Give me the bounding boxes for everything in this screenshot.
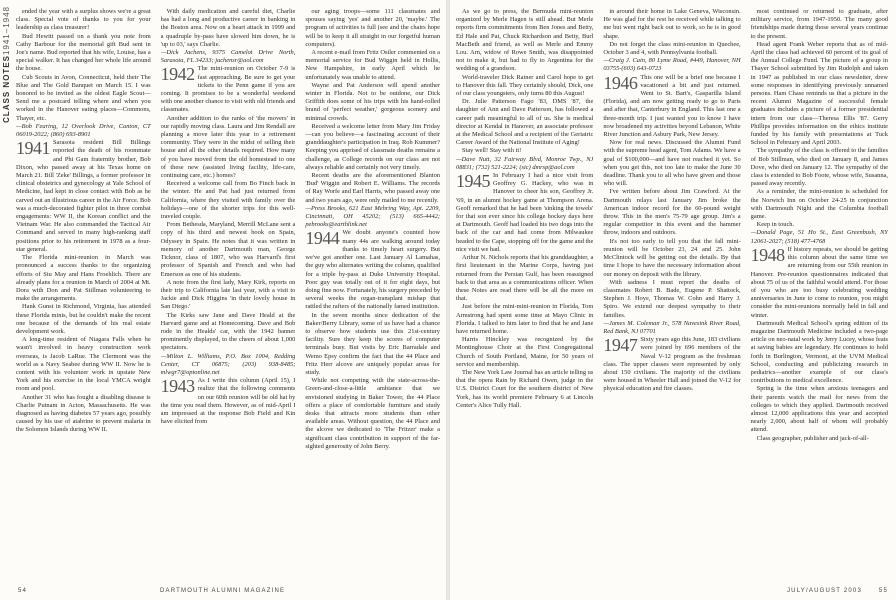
paragraph: The New York Law Journal has an article telling us that the opera Rain by Richard Owen, judge in the U.S. District Court for the southern district of New York, has its world premiere February 6 at Lincoln Center's Alice Tully Hall. <box>456 368 594 409</box>
magazine-name: DARTMOUTH ALUMNI MAGAZINE <box>160 588 286 594</box>
paragraph: As a reminder, the mini-reunion is scheduled for the Norwich Inn on October 24-25 in conjunction with Dartmouth Night and the Columbia football game. <box>750 188 888 221</box>
left-columns <box>16 8 440 580</box>
paragraph: A recent e-mail from Fritz Ostler commented on a memorial service for Bud Wiggin held in Hollis, New Hampshire, in early April which he unfortunately was unable to attend. <box>305 49 441 81</box>
class-year-heading: 1942 <box>160 64 195 85</box>
paragraph: Arthur N. Nichols reports that his granddaughter, a first lieutenant in the Marine Corps, having just returned from the Persian Gulf, has been reassigned back to that area as a communications officer. When these Notes are read there will be all the more on that. <box>456 254 594 303</box>
paragraph: Now for real news. Discussed the Alumni Fund with the supreme head agent, Tom Adams. We have a goal of $100,000—and have not reached it yet. So when you get this, not too late to make the June 30 deadline. Thank you to all who have given and those who will. <box>603 139 741 188</box>
paragraph: World-traveler Dick Rainer and Carol hope to get to Hanover this fall. They certainly should, Dick, one of our class youngsters, only turns 80 this August! <box>456 73 594 98</box>
class-year-heading: 1943 <box>160 376 195 397</box>
paragraph: Dartmouth Medical School's spring edition of its magazine Dartmouth Medicine included a two-page article on neo-natal work by Jerry Lucey, whose feats at saving babies are legendary. He continues to hold forth in Burlington, Vermont, at the UVM Medical School, conducting and publicizing research in pediatrics—another example of our class's contributions to medical excellence. <box>750 319 888 385</box>
paragraph: —Dick Jachens, 9375 Camelot Drive North, Sarasota, FL 34233; jachensr@aol.com <box>160 49 296 65</box>
paragraph: Hank Gunst in Richmond, Virginia, has attended these Florida minis, but he couldn't make the recent one because of the demands of his real estate development work. <box>16 303 151 335</box>
paragraph: A note from the first lady, Mary Kirk, reports on their trip to California late last year, with a visit to Jackie and Dick Higgins 'in their lovely house in San Diego.' <box>160 278 296 311</box>
paragraph: 1941 Sarasota resident Bill Billings reported the death of his roommate and Phi Gam fraternity brother, Bob Dixon, who passed away at his Texas home on March 21. Bill 'Zeke' Billings, a former professor in clinical obstetrics and gynecology at Yale School of Medicine, had kept in close contact with Bob as he carved out an illustrious career in the Air Force. Bob was a much-decorated fighter pilot in three combat engagements: WW II, the Korean conflict and the Vietnam War. He also commanded the Tactical Air Command and served in many high-ranking staff positions prior to his retirement in 1978 as a four-star general. <box>16 138 151 253</box>
paragraph: Recent deaths are the aforementioned Blanton 'Bud' Wiggin and Robert E. Williams. The records of Ray Worfe and Earl Harris, who passed away one and two years ago, were only mailed to me recently. <box>305 172 441 204</box>
paragraph: While not competing with the state-across-the-Green-and-close-a-little ambiance that we envisioned studying in Baker Tower, the 44 Place offers a place of comfortable furniture and study desks that attracts more students than other available areas. Without question, the 44 Place and the alcove we dedicated to 'The Fritzer' make a significant class contribution in support of the far-sighted generosity of John Berry. <box>305 377 441 450</box>
column-5 <box>603 8 740 580</box>
right-page <box>450 0 896 600</box>
paragraph: The Florida mini-reunion in March was pronounced a success thanks to the organizing efforts of Stu May and Hans Froehlich. There are already plans for a reunion in March of 2004 at Mt. Dora with Don and Pat Stillman volunteering to make the arrangements. <box>16 254 151 303</box>
right-columns <box>456 8 888 580</box>
paragraph: Dr. Julie Patterson Fago '83, DMS '87, the daughter of Ann and Dave Patterson, has followed a career path meaningful to all of us. She is medical director at Kendal in Hanover, an associate professor at the Medical School and a recipient of the Geriatric Career Award of the National Institute of Aging! <box>456 98 594 147</box>
paragraph: 1947 Sixty years ago this June, 183 civilians were joined by 696 members of the Naval V-12 program as the freshman class. The upper classes were represented by only about 150 civilians. The majority of the civilians were housed in Wheeler Hall and joined the V-12 for physical education and fire classes. <box>603 335 741 393</box>
paragraph: Stay well! Stay with it! <box>462 147 522 155</box>
section-sidebar <box>2 6 14 156</box>
paragraph: 1946 This one will be a brief one because I vacationed a bit and just returned. Went to St. Bart's, Gasparilla Island (Florida), and am now getting ready to go to Paris and after that, Canterbury in England. This last one a three-month trip. I just wanted you to know I have now broadened my activities beyond Lebanon, White River Junction and Asbury Park, New Jersey. <box>603 72 741 139</box>
paragraph: —Donald Page, 51 Ho St., East Greenbush, NY 12061-2027; (518) 477-4768 <box>750 229 888 245</box>
column-4 <box>456 8 593 580</box>
paragraph: —Milton L. Williams, P.O. Box 1004, Redding Center, CT 06875; (203) 938-8485; mlwgr7@optonline.net <box>160 352 296 376</box>
paragraph: A long-time resident of Niagara Falls when he wasn't involved in heavy construction work overseas, is Jacob LaRue. The Clermont was the world as a Navy Seabee during WW II. Now he is content with his volunteer work in upstate New York and his exercise in the local YMCA weight room and pool. <box>16 336 151 393</box>
column-1 <box>16 8 151 580</box>
paragraph: Received a welcome letter from Mary Jim Friday—can you believe—a fascinating account of their granddaughter's participation in Iraq. Rob Kummer? Keeping you apprised of classmate deaths remains a challenge, as College records on our class are not always reliable and certainly not very timely. <box>305 122 441 171</box>
paragraph: Bud Hewitt passed on a thank you note from Cathy Barbour for the memorial gift Bud sent in Joe's name. Bud reported that his wife, Louise, has a special walker. It has changed her whole life around the house. <box>16 32 151 73</box>
paragraph: Another 31 who has fought a disabling disease is Charlie Putnam in Acton, Massachusetts. He was diagnosed as having diabetes 57 years ago, possibly caused by his use of atabrine to prevent malaria in the Solomon Islands during WW II. <box>16 393 151 434</box>
paragraph: Cub Scouts in Avon, Connecticut, held their The Blue and The Gold Banquet on March 15. I was honored to be invited as the oldest Eagle Scout—Send me a postcard telling where and when you worked in the Hanover eating places—Commons, Thayer, etc. <box>16 73 151 122</box>
class-year-heading: 1946 <box>603 72 638 93</box>
paragraph: —Craig J. Cain, 80 Lyme Road, #449, Hanover, NH 03755-(603) 643-0723 <box>603 57 741 73</box>
sidebar-years: 1941–1948 <box>2 6 11 56</box>
paragraph: —Press Brooks, 621 East Mehring Way, Apt. 2209, Cincinnati, OH 45202; (513) 665-4442; pebrooks@earthlink.net <box>305 204 441 229</box>
paragraph: —Bob Fearing, 12 Overlook Drive, Canton, CT 06019-2022; (860) 693-8901 <box>16 122 151 139</box>
paragraph: our aging troops—some 111 classmates and spouses saying 'yes' and another 20, 'maybe.' The program of activities is full (see and the chairs hope will be to keep it all straight in our forgetful human computers). <box>305 8 441 48</box>
paragraph: most continued or returned to graduate, after military service, from 1947-1950. The many good friendships made during those several years continue to the present. <box>750 8 888 40</box>
paragraph: Head agent Frank Weber reports that as of mid-April the class had achieved 60 percent of its goal of the Annual College Fund. The picture of a group in Thayer School submitted by Jim Rudolph and taken in 1947 as published in our class newsletter, drew some responses in identifying previously unnamed persons. Ham Chase reminds us that a picture in the recent Alumni Magazine of successful female graduates includes a picture of a former presidential intern from our class—Theresa Ellis '87. Gerry Phillips provides information on the ethics institute funded by his family with presentations at Tuck School in February and April 2003. <box>750 40 888 147</box>
paragraph: in around their home in Lake Geneva, Wisconsin. He was glad for the rest he received while talking to me but went right back out to work, so he is in good shape. <box>603 8 741 40</box>
paragraph: Wayne and Pat Anderson will spend another winter in Florida. Not to be outdone, our Dick Griffith does some of his trips with his hand-rolled brand of 'perfect weather,' gorgeous scenery and minimal crowds. <box>305 81 441 122</box>
sidebar-title: CLASS NOTES <box>2 55 11 123</box>
paragraph: The sympathy of the class is offered to the families of Bob Stillman, who died on January 8, and James Dove, who died on January 12. The sympathy of the class is extended to Bob Foote, whose wife, Susanna, passed away recently. <box>750 147 888 188</box>
paragraph: Class geographer, publisher and jack-of-all- <box>756 434 869 442</box>
paragraph: I've written before about Jim Crawford. At the Dartmouth relays last January Jim broke the American indoor record for the 60-pound weight throw. This in the men's 75-79 age group. Jim's a regular competitor in this event and the hammer throw, indoors and outdoors. <box>603 188 741 237</box>
class-year-heading: 1945 <box>456 171 490 192</box>
paragraph: 1948 If history repeats, we should be getting this column about the same time we are returning from our 55th reunion in Hanover. Pre-reunion questionnaires indicated that about 75 of us of the faithful would attend. For those of you who are too busy celebrating wedding anniversaries in June to come to reunion, you might consider the mini-reunions normally held in fall and winter. <box>750 244 888 319</box>
column-6 <box>751 8 888 580</box>
paragraph: 1943 As I write this column (April 15), I realize that the following comments on our 60th reunion will be old hat by the time you read them. However, as of mid-April I am impressed at the response Bob Field and Kin have elicited from <box>160 376 296 426</box>
left-page <box>0 0 446 600</box>
paragraph: Do not forget the class mini-reunion in Quechee, October 3 and 4, with Pennsylvania football. <box>603 40 741 57</box>
paragraph: With daily medication and careful diet, Charlie has had a long and productive career in banking in the Boston area. Now on a heart attack in 1999 and a quadruple by-pass have slowed him down, he is 'up to 03,' says Charlie. <box>160 8 296 48</box>
paragraph: It's not too early to tell you that the fall mini-reunion will be October 23, 24 and 25. John McClintock will be getting out the details. By that time I hope to have the necessary information about our money on deposit with the library. <box>603 237 741 278</box>
issue-date: JULY/AUGUST 2003 <box>786 588 862 594</box>
paragraph: 1944 We doubt anyone's counted how many 44s are walking around today thanks to timely heart surgery. But we've got another one. Last January Al Lamahas, the guy who alternates writing the column, qualified for a triple by-pass at Duke University Hospital. Poor guy was totally out of it for eight days, but doing fine now. Fortunately, his surgery preceded by several weeks the organ-transplant mishap that rattled the rafters of the nationally famed institution. <box>305 228 441 311</box>
page-number-right: 55 <box>878 588 888 594</box>
paragraph: Harris Hinckley was recognized by the Montinghouse Choir at the First Congregational Church of South Portland, Maine, for 50 years of service and membership. <box>456 336 594 368</box>
class-year-heading: 1941 <box>16 138 50 159</box>
paragraph: Another addition to the ranks of 'the movers' in our rapidly moving class. Laura and Jim Rendall are planning a move later this year to a retirement community. They were in the midst of selling their house and all the other details required. How many of you have moved from the old homestead to one of these new (assisted living facility, life-care, continuing care, etc.) homes? <box>160 114 296 180</box>
paragraph: Received a welcome call from Bo Finch back in the winter. He and Pat had just returned from California, where they visited with family over the holidays—one of the shorter trips for this well-traveled couple. <box>160 180 296 221</box>
class-year-heading: 1947 <box>603 335 638 356</box>
class-year-heading: 1944 <box>305 228 340 249</box>
paragraph: 1942 The mini-reunion on October 7-9 is fast approaching. Be sure to get your tickets to the Penn game if you are coming. It promises to be a wonderful weekend with one another chance to visit with old friends and classmates. <box>160 64 296 114</box>
paragraph: ended the year with a surplus shows we're a great class. Special vote of thanks to you for your leadership as class treasurer! <box>16 8 151 32</box>
paragraph: Keep in touch. <box>756 221 795 229</box>
paragraph: With sadness I must report the deaths of classmates Robert B. Bade, Eugene P. Shattock, Stephen J. Hoye, Thomas W. Cohn and Harry J. Spiro. We extend our deepest sympathy to their families. <box>603 278 741 319</box>
paragraph: The Kirks saw Jane and Dave Heald at the Harvard game and at Homecoming. Dave and Bob rode in the Healds' car, with the 1942 banner prominently displayed, to the cheers of about 1,000 spectators. <box>160 311 296 352</box>
class-year-heading: 1948 <box>750 244 785 265</box>
paragraph: From Bethesda, Maryland, Merrill McLane sent a copy of his third and newest book on Spain, Odyssey in Spain. He notes that it was written in memory of another Dartmouth man, George Ticknor, class of 1807, who was Harvard's first professor of Spanish and French and who had Emerson as one of his students. <box>160 221 296 278</box>
paragraph: Just before the mini-mini-reunion in Florida, Tom Armstrong had spent some time at Mayo Clinic in Florida. I talked to him later to find that he and Jane have returned home. <box>456 303 594 335</box>
paragraph: As we go to press, the Bermuda mini-reunion organized by Merle Hagen is still ahead. But Merle reports firm commitments from Ben Jones and Betty, Ed Hale and Pat, Chuck Richardson and Betty, Burl MacBeth and friend, as well as Merle and Emmy Lou. Arn, widow of Rowe Smith, was disappointed not to make it, but had to fly to Argentina for the wedding of a grandson. <box>456 8 594 73</box>
column-3 <box>305 8 440 580</box>
column-2 <box>161 8 296 580</box>
paragraph: —James M. Coleman Jr., 578 Navesink River Road, Red Bank, NJ 07701 <box>603 319 741 335</box>
paragraph: In the seven months since dedication of the Baker/Berry Library, some of us have had a chance to observe how students use this 21st-century facility. Sure they keep the scores of computer terminals busy. But visits by Eric Barradale and Wemo Epsy confirm the fact that the 44 Place and Fritz Herr alcove are uniquely popular areas for study. <box>305 311 441 376</box>
paragraph: —Dave Nutt, 32 Fairway Blvd, Monroe Twp., NJ 08831; (732) 521-2224; (sic) dmrsp@aol.com <box>456 155 594 171</box>
page-number-left: 54 <box>18 588 28 594</box>
paragraph: Spring is the time when anxious teenagers and their parents watch the mail for news from the colleges to which they applied. Dartmouth received almost 12,000 applications this year and accepted nearly 2,000, about half of whom will probably attend. <box>750 385 888 434</box>
paragraph: 1945 In February I had a nice visit from Geoffrey G. Hackey, who was in Hanover to cheer his son, Geoffrey Jr. '69, in an alumni hockey game at Thompson Arena. Geoff remarked that he had been 'sinking the towels' for that son ever since his college hockey days here at Dartmouth. Geoff had loaded his two dogs into the back of the car and had come from Milwaukee headed to the Cape, stopping off for the game and the nice visit we had. <box>456 171 594 253</box>
